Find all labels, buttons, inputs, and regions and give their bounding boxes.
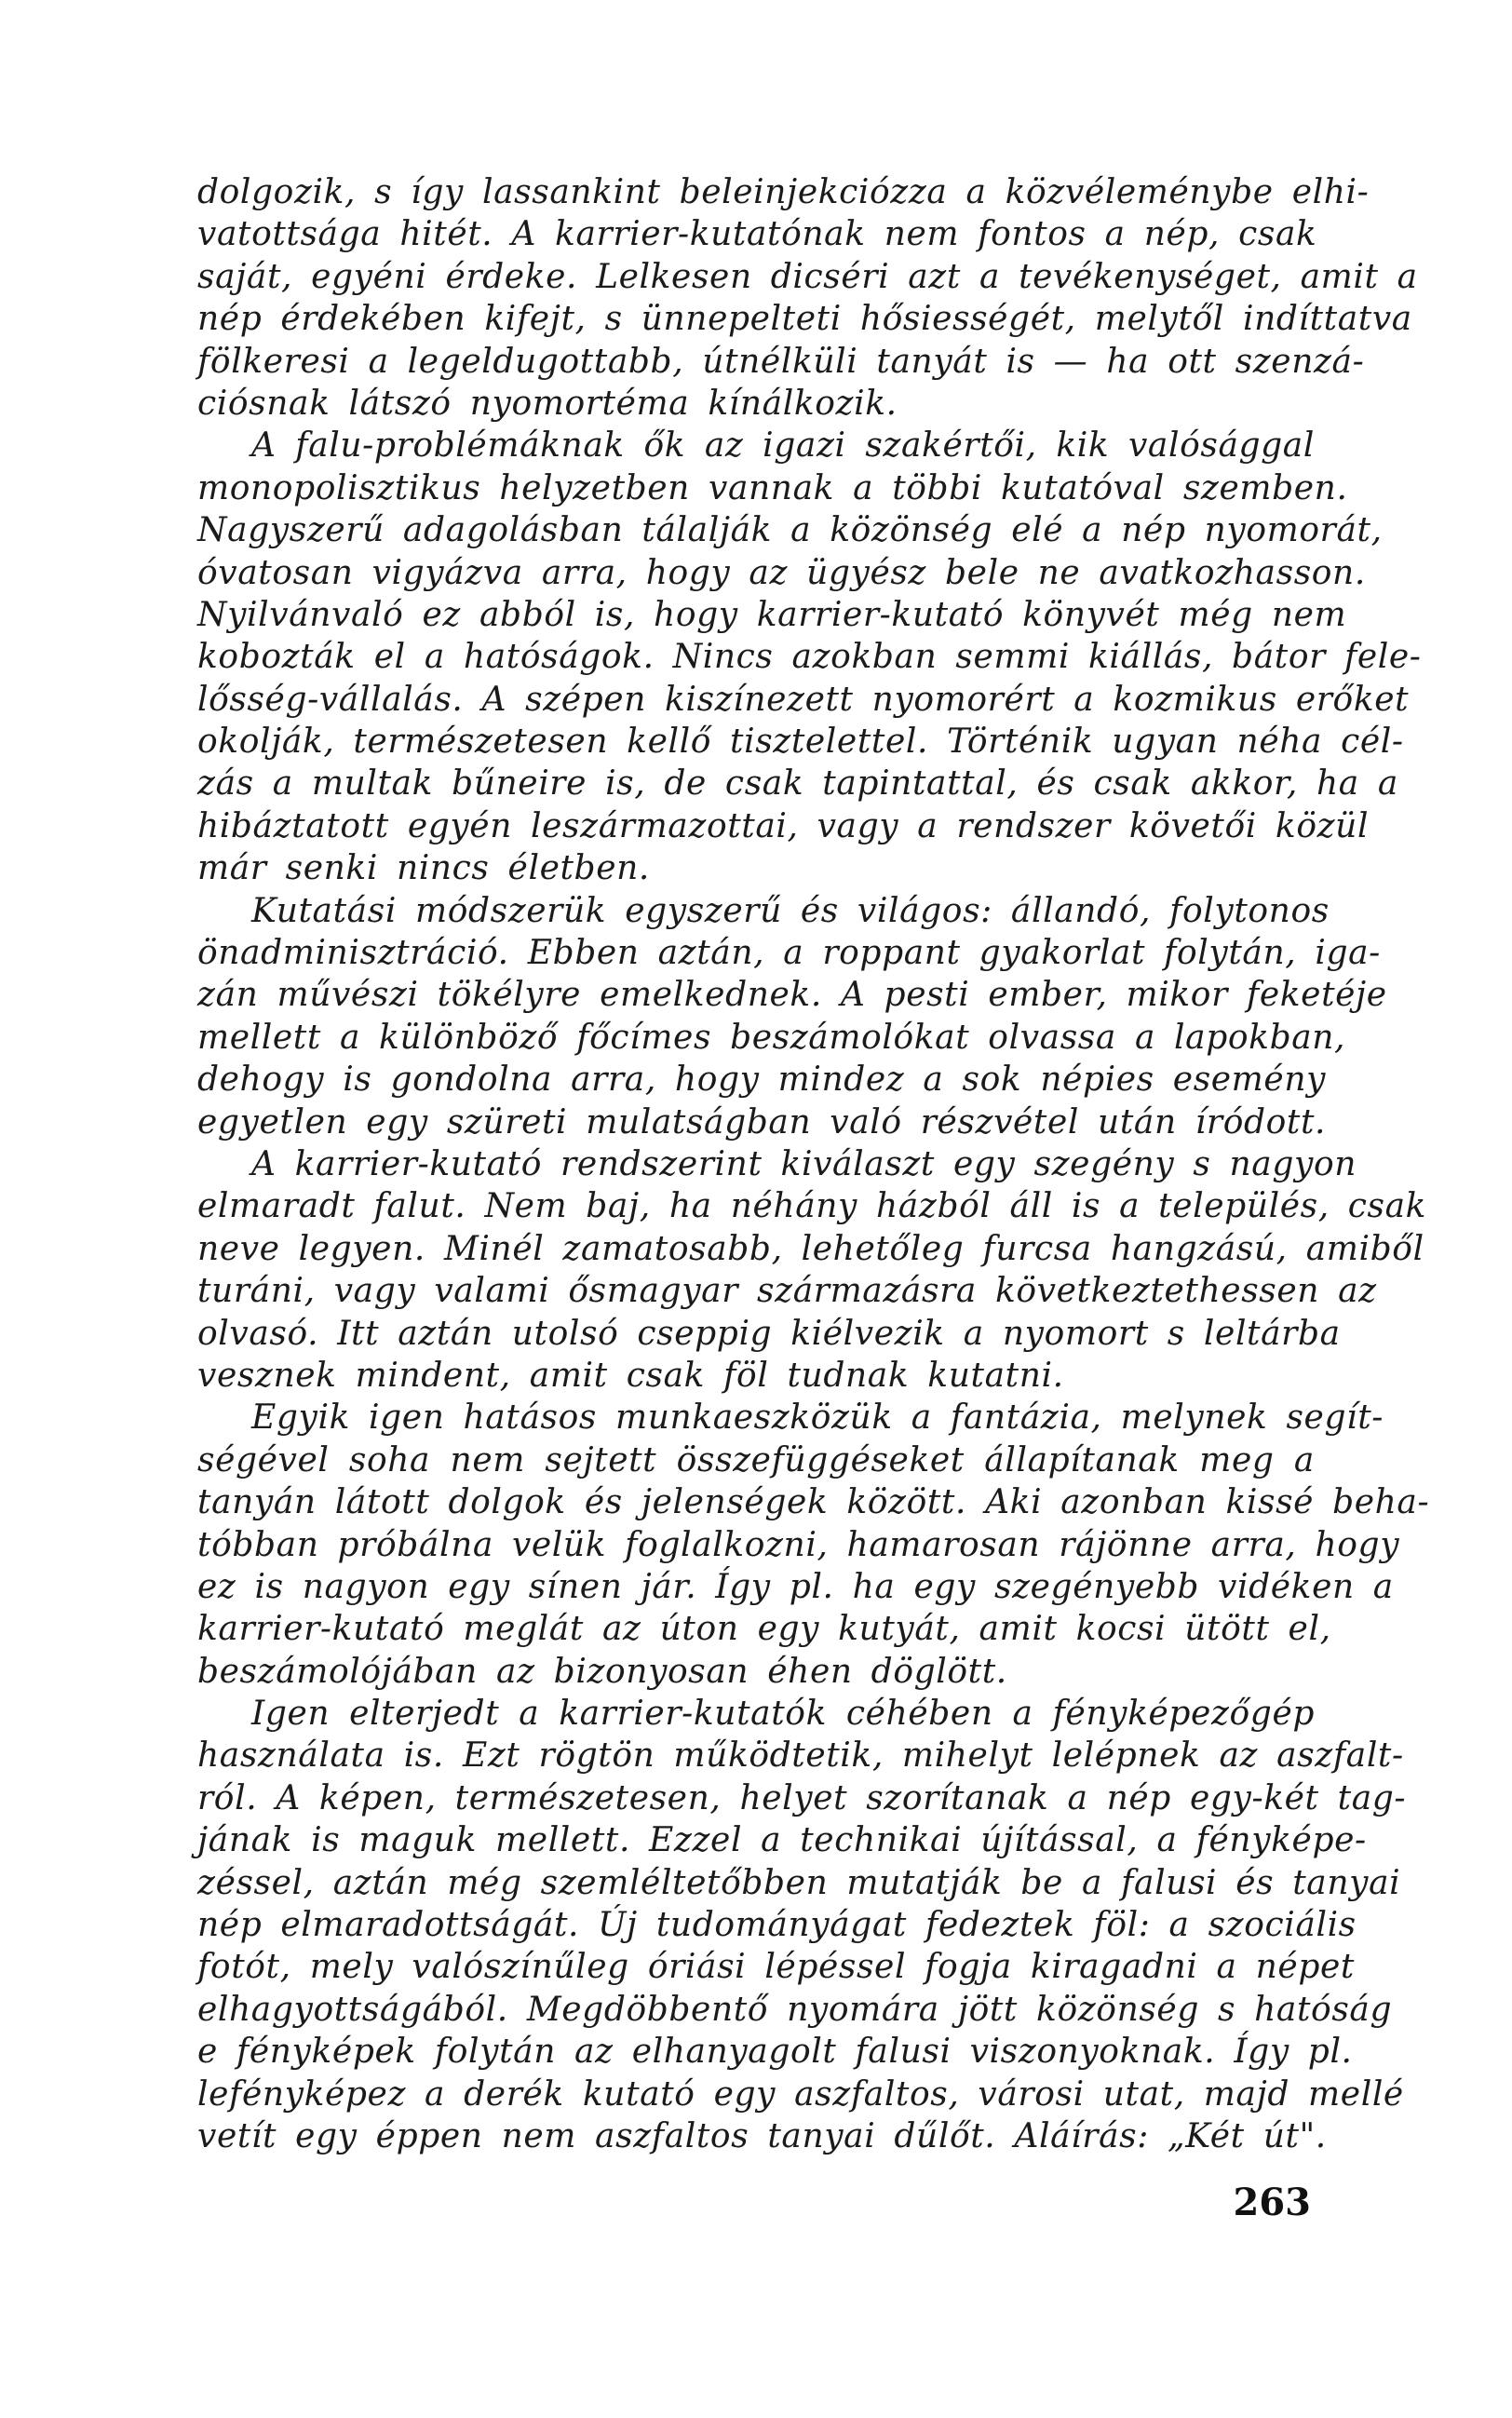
paragraph — [197, 890, 1387, 1143]
paragraph — [197, 1143, 1427, 1397]
text-line: ciósnak látszó nyomortéma kínálkozik. — [197, 384, 898, 423]
text-line: Egyik igen hatásos munkaeszközük a fantázia, melynek segít- — [251, 1398, 1384, 1438]
paragraph — [197, 171, 1418, 425]
text-line: hibáztatott egyén leszármazottai, vagy a rendszer követői közül — [197, 806, 1370, 845]
text-line: óvatosan vigyázva arra, hogy az ügyész bele ne avatkozhasson. — [197, 553, 1366, 592]
text-line: zán művészi tökélyre emelkednek. A pesti ember, mikor feketéje — [197, 976, 1387, 1015]
text-line: Kutatási módszerük egyszerű és világos: állandó, folytonos — [251, 891, 1330, 930]
text-line: lefényképez a derék kutató egy aszfaltos, városi utat, majd mellé — [197, 2074, 1404, 2114]
text-line: karrier-kutató meglát az úton egy kutyát, amit kocsi ütött el, — [197, 1610, 1331, 1649]
text-line: Nyilvánvaló ez abból is, hogy karrier-kutató könyvét még nem — [197, 595, 1347, 634]
text-line: e fényképek folytán az elhanyagolt falusi viszonyoknak. Így pl. — [197, 2033, 1353, 2072]
text-line: ségével soha nem sejtett összefüggéseket állapítanak meg a — [197, 1440, 1315, 1479]
text-line: turáni, vagy valami ősmagyar származásra következtethessen az — [197, 1272, 1377, 1311]
paragraph — [197, 1397, 1430, 1693]
text-line: ez is nagyon egy sínen jár. Így pl. ha egy szegényebb vidéken a — [197, 1567, 1394, 1606]
text-line: tóbban próbálna velük foglalkozni, hamarosan rájönne arra, hogy — [197, 1525, 1400, 1564]
text-line: dolgozik, s így lassankint beleinjekciózza a közvéleménybe elhi- — [197, 173, 1370, 211]
text-line: önadminisztráció. Ebben aztán, a roppant gyakorlat folytán, iga- — [197, 934, 1381, 973]
text-line: mellett a különböző főcímes beszámolókat olvassa a lapokban, — [197, 1018, 1346, 1057]
text-line: használata is. Ezt rögtön működtetik, mihelyt lelépnek az aszfalt- — [197, 1736, 1404, 1776]
text-line: A karrier-kutató rendszerint kiválaszt egy szegény s nagyon — [251, 1144, 1357, 1183]
text-line: nép elmaradottságát. Új tudományágat fedeztek föl: a szociális — [197, 1906, 1357, 1945]
paragraph — [197, 1693, 1407, 2157]
body-text — [197, 171, 1430, 2157]
text-line: beszámolójában az bizonyosan éhen döglött. — [197, 1652, 1007, 1691]
text-line: okolják, természetesen kellő tisztelettel. Történik ugyan néha cél- — [197, 723, 1404, 762]
text-line: fotót, mely valószínűleg óriási lépéssel fogja kiragadni a népet — [197, 1948, 1355, 1987]
text-line: olvasó. Itt aztán utolsó cseppig kiélvezik a nyomort s leltárba — [197, 1314, 1341, 1353]
text-line: zás a multak bűneire is, de csak tapintattal, és csak akkor, ha a — [197, 764, 1398, 804]
text-line: vatottsága hitét. A karrier-kutatónak nem fontos a nép, csak — [197, 215, 1317, 254]
text-line: saját, egyéni érdeke. Lelkesen dicséri azt a tevékenységet, amit a — [197, 257, 1418, 296]
text-line: vetít egy éppen nem aszfaltos tanyai dűlőt. Aláírás: „Két út". — [197, 2116, 1327, 2155]
text-line: lősség-vállalás. A szépen kiszínezett nyomorért a kozmikus erőket — [197, 680, 1410, 719]
text-line: elmaradt falut. Nem baj, ha néhány házból áll is a település, csak — [197, 1187, 1427, 1226]
text-line: ról. A képen, természetesen, helyet szorítanak a nép egy-két tag- — [197, 1778, 1407, 1817]
text-line: neve legyen. Minél zamatosabb, lehetőleg furcsa hangzású, amiből — [197, 1229, 1424, 1268]
text-line: egyetlen egy szüreti mulatságban való részvétel után íródott. — [197, 1102, 1327, 1141]
text-line: elhagyottságából. Megdöbbentő nyomára jött közönség s hatóság — [197, 1990, 1393, 2029]
text-line: nép érdekében kifejt, s ünnepelteti hősiességét, melytől indíttatva — [197, 300, 1412, 339]
text-line: kobozták el a hatóságok. Nincs azokban semmi kiállás, bátor fele- — [197, 638, 1422, 677]
text-line: vesznek mindent, amit csak föl tudnak kutatni. — [197, 1356, 1064, 1395]
text-line: Nagyszerű adagolásban tálalják a közönség elé a nép nyomorát, — [197, 511, 1383, 550]
paragraph — [197, 425, 1422, 889]
text-line: dehogy is gondolna arra, hogy mindez a sok népies esemény — [197, 1060, 1327, 1100]
text-line: fölkeresi a legeldugottabb, útnélküli tanyát is — ha ott szenzá- — [197, 342, 1365, 381]
text-line: monopolisztikus helyzetben vannak a többi kutatóval szemben. — [197, 468, 1348, 507]
text-line: jának is maguk mellett. Ezzel a technikai újítással, a fényképe- — [197, 1821, 1367, 1860]
text-line: már senki nincs életben. — [197, 849, 650, 888]
page-number: 263 — [1233, 2181, 1311, 2224]
text-line: tanyán látott dolgok és jelenségek között. Aki azonban kissé beha- — [197, 1483, 1430, 1522]
text-line: zéssel, aztán még szemléltetőbben mutatják be a falusi és tanyai — [197, 1863, 1401, 1902]
text-line: A falu-problémáknak ők az igazi szakértői, kik valósággal — [251, 426, 1315, 466]
text-line: Igen elterjedt a karrier-kutatók céhében a fényképezőgép — [251, 1695, 1315, 1734]
